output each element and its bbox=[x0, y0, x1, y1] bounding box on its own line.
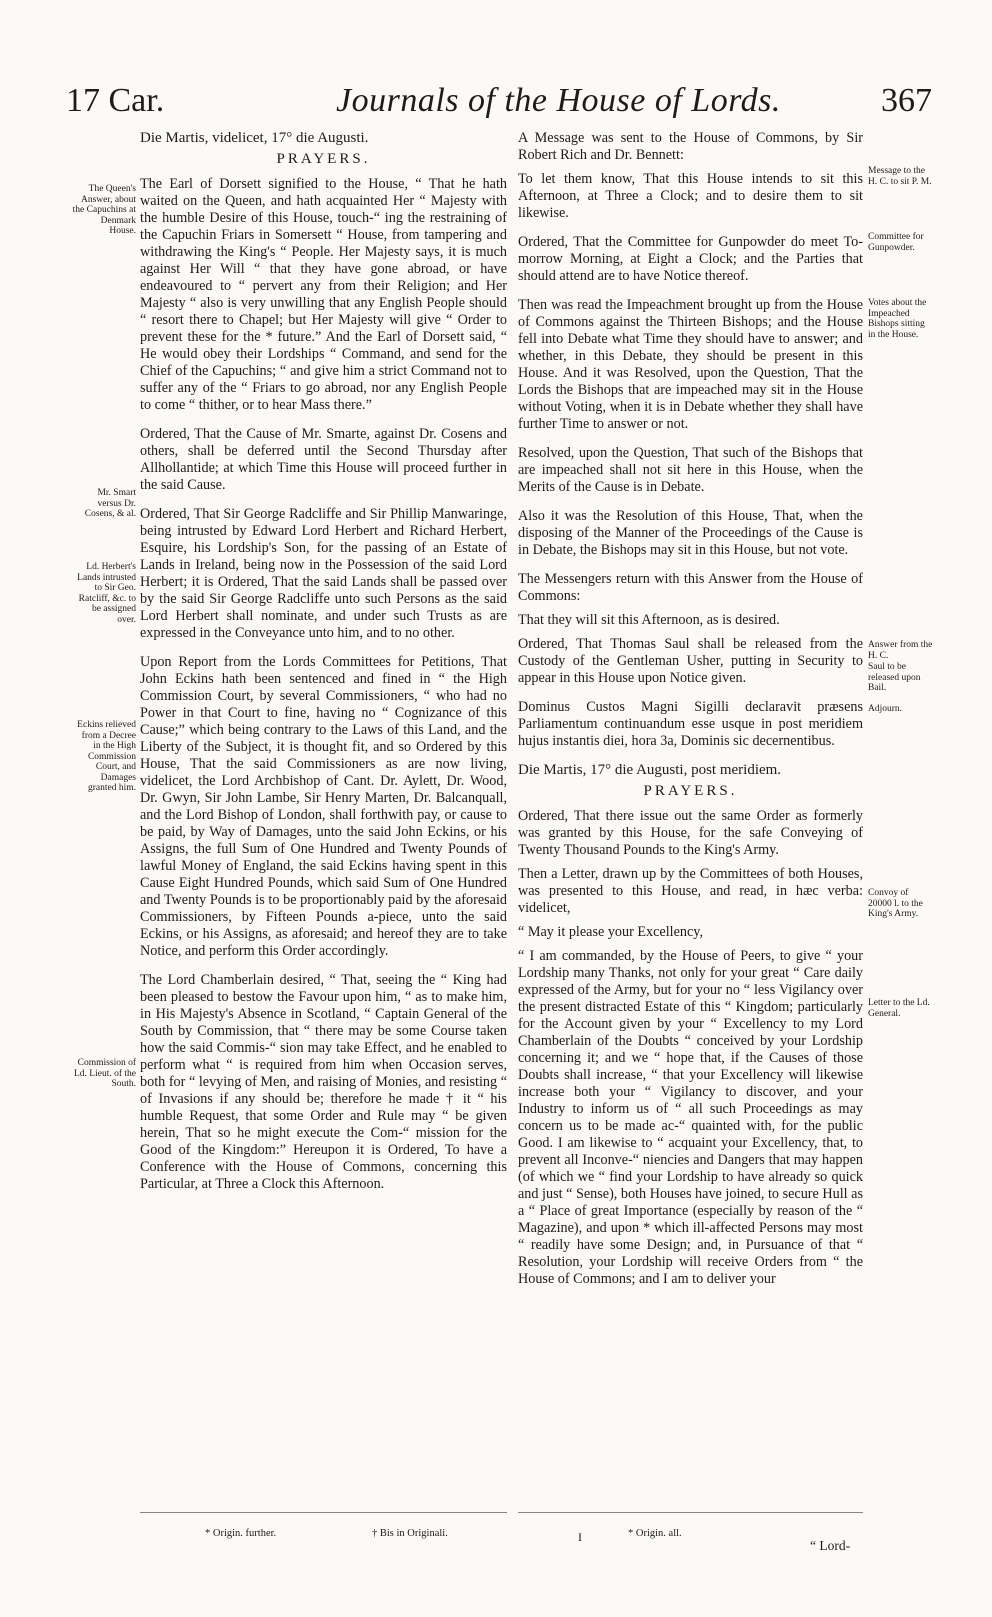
letter-body: “ I am commanded, by the House of Peers, to give “ your Lordship many Thanks, not only for your great “ Care daily expressed of the Army, but for your no “ less Vigilancy over the present distracted Estate of this “ Kingdom; particularly for the Account given by your “ Excellency to my Lord Chamberlain of the Doubts “ conceived by your Lordship concerning it; and we “ hope that, if the Causes of those Doubts shall increase, “ that your Excellency will likewise increase both your “ Vigilancy to discover, and your Industry to inform us of “ all such Proceedings as may concern us to be made ac-“ quainted with, for the public Good. I am likewise to “ acquaint your Excellency, that, to prevent all Inconve-“ niencies and Dangers that may happen (of which we “ find your Lordship to have already so quick and just “ Sense), both Houses have joined, to secure Hull as a “ Place of great Importance (especially by reason of the “ Magazine), and upon * which ill-affected Persons may most “ readily have some Design; and, in Pursuance of that “ Resolution, your Lordship will receive Orders from “ the House of Commons; and I am to deliver your bbox=[518, 948, 863, 1287]
footnote-rule bbox=[140, 1512, 507, 1513]
margin-note: The Queen's Answer, about the Capuchins at Denmark House. bbox=[72, 184, 136, 236]
margin-note: Message to the H. C. to sit P. M. bbox=[868, 166, 932, 187]
paragraph: Also it was the Resolution of this House, That, when the disposing of the Manner of the Proceedings of the Cause is in Debate, the Bishops may sit in this House, but not vote. bbox=[518, 508, 863, 558]
page-header bbox=[66, 82, 952, 128]
margin-note: Eckins relieved from a Decree in the High Commission Court, and Damages granted him. bbox=[77, 720, 136, 793]
paragraph: Resolved, upon the Question, That such of the Bishops that are impeached shall not sit here in this House, when the Merits of the Cause is in Debate. bbox=[518, 445, 863, 495]
margin-note: Saul to be released upon Bail. bbox=[868, 662, 921, 693]
paragraph: Ordered, That Sir George Radcliffe and Sir Phillip Manwaringe, being intrusted by Edward Lord Herbert and Richard Herbert, Esquire, his Lordship's Son, for the passing of an Estate of Lands in Ireland, being now in the Possession of the said Lord Herbert; it is Ordered, That the said Lands shall be passed over by the said Sir George Radcliffe unto such Persons as the said Lord Herbert shall nominate, and under such Trusts as are expressed in the Conveyance unto him, and to no other. bbox=[140, 506, 507, 641]
prayers-heading: PRAYERS. bbox=[276, 151, 371, 167]
margin-note: Adjourn. bbox=[868, 704, 903, 714]
footnote: † Bis in Originali. bbox=[372, 1528, 448, 1539]
margin-note: Answer from the H. C. bbox=[868, 640, 933, 661]
catchword: “ Lord- bbox=[810, 1538, 851, 1553]
paragraph: Ordered, That Thomas Saul shall be released from the Custody of the Gentleman Usher, putting in Security to appear in this House upon Notice given. bbox=[518, 636, 863, 686]
left-column bbox=[140, 130, 507, 1205]
paragraph: Dominus Custos Magni Sigilli declaravit præsens Parliamentum continuandum esse usque in post meridiem hujus instantis diei, hora 3a, Dominis sic decernentibus. bbox=[518, 699, 863, 749]
day-heading: Die Martis, 17° die Augusti, post meridiem. bbox=[518, 762, 782, 778]
signature-mark: I bbox=[578, 1530, 582, 1544]
day-heading: Die Martis, videlicet, 17° die Augusti. bbox=[140, 130, 369, 146]
margin-note: Mr. Smart versus Dr. Cosens, & al. bbox=[84, 488, 136, 519]
paragraph: The Messengers return with this Answer from the House of Commons: bbox=[518, 571, 863, 604]
footnote: * Origin. all. bbox=[628, 1528, 682, 1539]
letter-salutation: “ May it please your Excellency, bbox=[518, 924, 704, 940]
margin-note: Committee for Gunpowder. bbox=[868, 232, 924, 253]
paragraph: A Message was sent to the House of Commons, by Sir Robert Rich and Dr. Bennett: bbox=[518, 130, 863, 163]
header-regnal-year: 17 Car. bbox=[66, 82, 165, 119]
header-page-number: 367 bbox=[881, 82, 932, 119]
footnote: * Origin. further. bbox=[205, 1528, 277, 1539]
paragraph: The Earl of Dorsett signified to the House, “ That he hath waited on the Queen, and hath acquainted Her “ Majesty with the humble Desire of this House, touch-“ ing the restraining of the Capuchin Friars in Somersett “ House, from tampering and withdrawing the King's “ People. Her Majesty says, it is much against Her Will “ that they have gone abroad, or have endeavoured to “ pervert any from their Religion; and Her Majesty “ also is very unwilling that any English People should “ resort there to Chapel; but Her Majesty will give “ Order to prevent these for the * future.” And the Earl of Dorsett said, “ He would obey their Lordships “ Command, and send for the Chief of the Capuchins; “ and give him a strict Command not to suffer any of the “ Friars to go abroad, nor any English People to come “ thither, or to hear Mass there.” bbox=[140, 176, 507, 413]
paragraph: That they will sit this Afternoon, as is desired. bbox=[518, 612, 780, 628]
paragraph: Upon Report from the Lords Committees for Petitions, That John Eckins hath been sentenced and fined in “ the High Commission Court, by several Commissioners, “ who had no Power in that Court to fine, having no “ Cognizance of this Cause;” which being contrary to the Laws of this Land, and the Liberty of the Subject, it is thought fit, and so Ordered by this House, That the said Commissioners as are now living, videlicet, the Lord Archbishop of Cant. Dr. Aylett, Dr. Wood, Dr. Gwyn, Sir John Lambe, Sir Henry Marten, Dr. Balcanquall, and the Lord Bishop of London, shall forthwith pay, or cause to be paid, by Way of Damages, unto the said John Eckins, or his Assigns, the full Sum of One Hundred and Twenty Pounds of lawful Money of England, the said Eckins having spent in this Cause Eight Hundred Pounds, which said Sum of One Hundred and Twenty Pounds is to be proportionably paid by the aforesaid Commissioners, by Fifteen Pounds a-piece, unto the said Eckins, or his Assigns, as aforesaid; and hereof they are to take Notice, and perform this Order accordingly. bbox=[140, 654, 507, 959]
margin-note: Votes about the Impeached Bishops sitting in the House. bbox=[868, 298, 927, 340]
paragraph: The Lord Chamberlain desired, “ That, seeing the “ King had been pleased to bestow the Favour upon him, “ as to make him, in His Majesty's Absence in Scotland, “ Captain General of the South by Commission, that “ there may be some Course taken how the said Commis-“ sion may take Effect, and he enabled to perform what “ is required from him when Occasion serves, both for “ levying of Men, and raising of Monies, and resisting “ of Invasions if any should be; therefore he made † it “ his humble Request, that some Order and Rule may “ be given herein, That so he might execute the Com-“ mission for the Good of the Kingdom:” Hereupon it is Ordered, To have a Conference with the House of Commons, concerning this Particular, at Three a Clock this Afternoon. bbox=[140, 972, 507, 1192]
right-column bbox=[518, 130, 863, 1295]
margin-note: Convoy of 20000 l. to the King's Army. bbox=[868, 888, 923, 919]
paragraph: Then was read the Impeachment brought up from the House of Commons against the Thirteen Bishops; and the House fell into Debate what Time they should have to answer; and whether, in this Debate, they should be present in this House. And it was Resolved, upon the Question, That the Lords the Bishops that are impeached may sit in the House without Voting, when it is in Debate whether they shall have further Time to answer or not. bbox=[518, 297, 863, 432]
paragraph: Then a Letter, drawn up by the Committees of both Houses, was presented to this House, and read, in hæc verba: videlicet, bbox=[518, 866, 863, 916]
paragraph: Ordered, That the Committee for Gunpowder do meet To-morrow Morning, at Eight a Clock; and the Parties that should attend are to have Notice thereof. bbox=[518, 234, 863, 284]
margin-note: Letter to the Ld. General. bbox=[868, 998, 930, 1019]
paragraph: To let them know, That this House intends to sit this Afternoon, at Three a Clock; and to desire them to sit likewise. bbox=[518, 171, 863, 221]
paragraph: Ordered, That there issue out the same Order as formerly was granted by this House, for the safe Conveying of Twenty Thousand Pounds to the King's Army. bbox=[518, 808, 863, 858]
footnote-rule bbox=[518, 1512, 863, 1513]
margin-note: Ld. Herbert's Lands intrusted to Sir Geo. Ratcliff, &c. to be assigned over. bbox=[77, 562, 136, 625]
prayers-heading: PRAYERS. bbox=[643, 783, 738, 799]
paragraph: Ordered, That the Cause of Mr. Smarte, against Dr. Cosens and others, shall be deferred until the Second Thursday after Allhollantide; at which Time this House will proceed further in the said Cause. bbox=[140, 426, 507, 493]
header-title: Journals of the House of Lords. bbox=[336, 82, 781, 119]
margin-note: Commission of Ld. Lieut. of the South. bbox=[74, 1058, 136, 1089]
